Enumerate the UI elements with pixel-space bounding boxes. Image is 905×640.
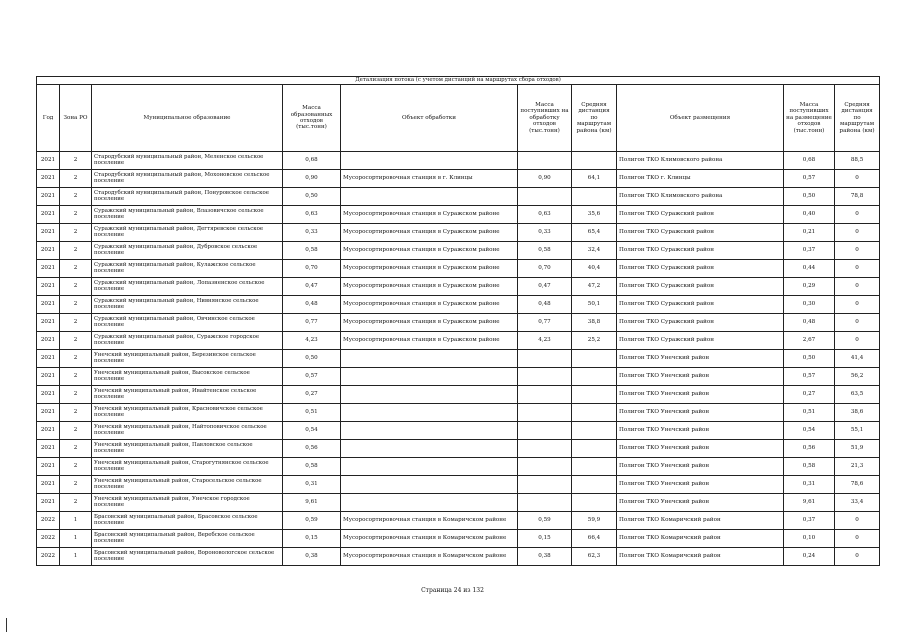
cell-disposal-mass: 0,21 (784, 224, 835, 242)
cell-disposal-mass: 0,29 (784, 278, 835, 296)
cell-disposal-mass: 0,40 (784, 206, 835, 224)
cell-zone: 2 (60, 260, 92, 278)
cell-disposal-object: Полигон ТКО Суражский район (617, 332, 784, 350)
cell-municipality: Суражский муниципальный район, Лопазненское сельское поселение (92, 278, 283, 296)
cell-disposal-object: Полигон ТКО Унечский район (617, 494, 784, 512)
cell-disposal-distance: 78,6 (835, 476, 880, 494)
cell-processing-object (341, 386, 518, 404)
cell-disposal-distance: 0 (835, 332, 880, 350)
cell-municipality: Стародубский муниципальный район, Меленское сельское поселение (92, 152, 283, 170)
cell-processing-mass (518, 422, 572, 440)
cell-disposal-object: Полигон ТКО Суражский район (617, 242, 784, 260)
cell-municipality: Стародубский муниципальный район, Понуровское сельское поселение (92, 188, 283, 206)
cell-zone: 2 (60, 278, 92, 296)
cell-generated-mass: 0,50 (283, 350, 341, 368)
cell-disposal-object: Полигон ТКО Комаричский район (617, 548, 784, 566)
cell-disposal-distance: 0 (835, 242, 880, 260)
cell-generated-mass: 0,27 (283, 386, 341, 404)
cell-zone: 2 (60, 242, 92, 260)
cell-disposal-mass: 0,54 (784, 422, 835, 440)
col-header-disposal-mass: Масса поступивших на размещение отходов (тыс.тонн) (784, 85, 835, 152)
cell-zone: 2 (60, 188, 92, 206)
cell-disposal-object: Полигон ТКО Суражский район (617, 206, 784, 224)
cell-processing-object (341, 188, 518, 206)
cell-disposal-mass: 0,57 (784, 368, 835, 386)
cell-disposal-object: Полигон ТКО Унечский район (617, 440, 784, 458)
cell-processing-distance: 62,3 (572, 548, 617, 566)
cell-municipality: Унечский муниципальный район, Высокское сельское поселение (92, 368, 283, 386)
cell-year: 2021 (37, 152, 60, 170)
cell-disposal-object: Полигон ТКО Комаричский район (617, 512, 784, 530)
cell-processing-object: Мусоросортировочная станция в Суражском районе (341, 278, 518, 296)
cell-processing-distance: 66,4 (572, 530, 617, 548)
cell-processing-object (341, 368, 518, 386)
cell-year: 2022 (37, 548, 60, 566)
cell-disposal-mass: 0,48 (784, 314, 835, 332)
cell-municipality: Суражский муниципальный район, Дегтяревское сельское поселение (92, 224, 283, 242)
cell-processing-object: Мусоросортировочная станция в Комаричском районе (341, 548, 518, 566)
cell-disposal-mass: 0,10 (784, 530, 835, 548)
cell-processing-distance: 40,4 (572, 260, 617, 278)
cell-processing-mass: 0,33 (518, 224, 572, 242)
cell-zone: 2 (60, 404, 92, 422)
table-row (37, 476, 880, 494)
table-row (37, 440, 880, 458)
cell-municipality: Унечский муниципальный район, Найтоповичское сельское поселение (92, 422, 283, 440)
cell-disposal-mass: 0,31 (784, 476, 835, 494)
cell-processing-mass: 0,63 (518, 206, 572, 224)
cell-disposal-object: Полигон ТКО Климовского района (617, 188, 784, 206)
cell-generated-mass: 0,56 (283, 440, 341, 458)
cell-zone: 2 (60, 296, 92, 314)
cell-processing-mass: 0,15 (518, 530, 572, 548)
cell-disposal-mass: 0,56 (784, 440, 835, 458)
cell-year: 2021 (37, 386, 60, 404)
col-header-processing-mass: Масса поступивших на обработку отходов (тыс.тонн) (518, 85, 572, 152)
cell-municipality: Унечский муниципальный район, Ивайтенское сельское поселение (92, 386, 283, 404)
cell-disposal-mass: 0,24 (784, 548, 835, 566)
cell-year: 2021 (37, 404, 60, 422)
cell-processing-object: Мусоросортировочная станция в г. Клинцы (341, 170, 518, 188)
cell-disposal-object: Полигон ТКО г. Клинцы (617, 170, 784, 188)
cell-disposal-distance: 0 (835, 206, 880, 224)
cell-year: 2021 (37, 170, 60, 188)
cell-processing-mass (518, 440, 572, 458)
cell-year: 2021 (37, 278, 60, 296)
cell-processing-mass: 4,23 (518, 332, 572, 350)
table-row (37, 512, 880, 530)
cell-disposal-distance: 0 (835, 530, 880, 548)
cell-generated-mass: 0,90 (283, 170, 341, 188)
cell-disposal-object: Полигон ТКО Унечский район (617, 404, 784, 422)
cell-generated-mass: 4,23 (283, 332, 341, 350)
cell-generated-mass: 0,77 (283, 314, 341, 332)
col-header-zone: Зона РО (60, 85, 92, 152)
cell-zone: 2 (60, 476, 92, 494)
cell-generated-mass: 0,48 (283, 296, 341, 314)
cell-year: 2021 (37, 440, 60, 458)
cell-disposal-distance: 51,9 (835, 440, 880, 458)
cell-processing-object (341, 440, 518, 458)
cell-processing-object: Мусоросортировочная станция в Суражском районе (341, 242, 518, 260)
cell-municipality: Суражский муниципальный район, Нивнянское сельское поселение (92, 296, 283, 314)
table-header-row (37, 85, 880, 152)
cell-disposal-distance: 0 (835, 512, 880, 530)
waste-flow-table (36, 76, 880, 566)
cell-municipality: Унечский муниципальный район, Старогутнянское сельское поселение (92, 458, 283, 476)
cell-disposal-mass: 0,50 (784, 188, 835, 206)
cell-disposal-mass: 0,50 (784, 350, 835, 368)
cell-zone: 2 (60, 224, 92, 242)
cell-year: 2021 (37, 494, 60, 512)
cell-processing-distance (572, 494, 617, 512)
cell-year: 2021 (37, 188, 60, 206)
cell-municipality: Унечский муниципальный район, Старосельское сельское поселение (92, 476, 283, 494)
table-row (37, 260, 880, 278)
cell-disposal-mass: 0,57 (784, 170, 835, 188)
cell-disposal-distance: 56,2 (835, 368, 880, 386)
cell-processing-mass (518, 386, 572, 404)
table-row (37, 350, 880, 368)
col-header-disposal-distance: Средняя дистанция по маршрутам района (км) (835, 85, 880, 152)
cell-processing-object (341, 350, 518, 368)
cell-disposal-mass: 0,44 (784, 260, 835, 278)
cell-processing-object (341, 404, 518, 422)
cell-zone: 1 (60, 530, 92, 548)
cell-processing-object (341, 494, 518, 512)
cell-disposal-mass: 0,30 (784, 296, 835, 314)
cell-processing-mass (518, 368, 572, 386)
cell-generated-mass: 0,31 (283, 476, 341, 494)
cell-disposal-mass: 0,51 (784, 404, 835, 422)
cell-processing-mass: 0,59 (518, 512, 572, 530)
cell-disposal-object: Полигон ТКО Суражский район (617, 260, 784, 278)
table-row (37, 530, 880, 548)
cell-generated-mass: 0,15 (283, 530, 341, 548)
cell-zone: 2 (60, 458, 92, 476)
cell-processing-distance: 25,2 (572, 332, 617, 350)
cell-generated-mass: 0,54 (283, 422, 341, 440)
cell-processing-mass (518, 494, 572, 512)
cell-disposal-distance: 0 (835, 224, 880, 242)
cell-year: 2021 (37, 224, 60, 242)
cell-processing-object: Мусоросортировочная станция в Суражском районе (341, 296, 518, 314)
cell-processing-mass: 0,77 (518, 314, 572, 332)
cell-generated-mass: 0,58 (283, 242, 341, 260)
table-row (37, 458, 880, 476)
cell-disposal-object: Полигон ТКО Унечский район (617, 422, 784, 440)
cell-processing-distance: 65,4 (572, 224, 617, 242)
cell-disposal-object: Полигон ТКО Суражский район (617, 296, 784, 314)
table-caption-row (37, 77, 880, 85)
cell-processing-mass (518, 152, 572, 170)
cell-zone: 1 (60, 548, 92, 566)
cell-year: 2022 (37, 530, 60, 548)
cell-municipality: Брасовский муниципальный район, Брасовское сельское поселение (92, 512, 283, 530)
cell-disposal-object: Полигон ТКО Унечский район (617, 350, 784, 368)
table-row (37, 386, 880, 404)
cell-municipality: Унечский муниципальный район, Красновичское сельское поселение (92, 404, 283, 422)
cell-municipality: Суражский муниципальный район, Кулажское сельское поселение (92, 260, 283, 278)
cell-disposal-distance: 0 (835, 548, 880, 566)
cell-disposal-distance: 38,6 (835, 404, 880, 422)
col-header-processing-distance: Средняя дистанция по маршрутам района (км) (572, 85, 617, 152)
cell-year: 2021 (37, 206, 60, 224)
cell-disposal-mass: 0,68 (784, 152, 835, 170)
cell-year: 2021 (37, 476, 60, 494)
cell-zone: 2 (60, 386, 92, 404)
cell-processing-distance (572, 422, 617, 440)
cell-processing-distance: 50,1 (572, 296, 617, 314)
cell-processing-distance: 35,6 (572, 206, 617, 224)
cell-processing-object: Мусоросортировочная станция в Суражском районе (341, 224, 518, 242)
cell-zone: 2 (60, 170, 92, 188)
cell-disposal-object: Полигон ТКО Комаричский район (617, 530, 784, 548)
table-body (37, 152, 880, 566)
cell-disposal-object: Полигон ТКО Унечский район (617, 458, 784, 476)
cell-year: 2021 (37, 422, 60, 440)
cell-processing-distance: 47,2 (572, 278, 617, 296)
cell-year: 2021 (37, 242, 60, 260)
cell-municipality: Суражский муниципальный район, Овчинское сельское поселение (92, 314, 283, 332)
cell-disposal-mass: 0,27 (784, 386, 835, 404)
cell-generated-mass: 9,61 (283, 494, 341, 512)
cell-municipality: Суражский муниципальный район, Суражское городское поселение (92, 332, 283, 350)
cell-disposal-distance: 78,8 (835, 188, 880, 206)
cell-generated-mass: 0,68 (283, 152, 341, 170)
table-row (37, 278, 880, 296)
cell-generated-mass: 0,58 (283, 458, 341, 476)
cell-municipality: Стародубский муниципальный район, Мохоновское сельское поселение (92, 170, 283, 188)
cell-processing-object: Мусоросортировочная станция в Суражском районе (341, 260, 518, 278)
cell-zone: 2 (60, 368, 92, 386)
cell-processing-mass (518, 404, 572, 422)
cell-processing-distance (572, 368, 617, 386)
cell-year: 2021 (37, 368, 60, 386)
cell-disposal-distance: 55,1 (835, 422, 880, 440)
cell-disposal-object: Полигон ТКО Суражский район (617, 224, 784, 242)
cell-processing-distance: 38,8 (572, 314, 617, 332)
cell-disposal-distance: 33,4 (835, 494, 880, 512)
cell-municipality: Унечский муниципальный район, Березинское сельское поселение (92, 350, 283, 368)
col-header-year: Год (37, 85, 60, 152)
cell-year: 2021 (37, 296, 60, 314)
cell-processing-distance (572, 188, 617, 206)
cell-municipality: Брасовский муниципальный район, Веребское сельское поселение (92, 530, 283, 548)
cell-disposal-object: Полигон ТКО Унечский район (617, 386, 784, 404)
page-number: Страница 24 из 132 (421, 587, 484, 594)
cell-disposal-distance: 0 (835, 278, 880, 296)
cell-disposal-mass: 0,37 (784, 512, 835, 530)
cell-year: 2021 (37, 332, 60, 350)
cell-disposal-distance: 0 (835, 260, 880, 278)
cell-disposal-distance: 63,5 (835, 386, 880, 404)
cell-processing-object (341, 422, 518, 440)
cell-disposal-distance: 21,3 (835, 458, 880, 476)
cell-disposal-mass: 2,67 (784, 332, 835, 350)
col-header-processing-object: Объект обработки (341, 85, 518, 152)
cell-generated-mass: 0,57 (283, 368, 341, 386)
cell-zone: 2 (60, 314, 92, 332)
table-row (37, 314, 880, 332)
cell-processing-distance (572, 458, 617, 476)
col-header-generated-mass: Масса образованных отходов (тыс.тонн) (283, 85, 341, 152)
cell-generated-mass: 0,59 (283, 512, 341, 530)
cell-processing-mass: 0,70 (518, 260, 572, 278)
table-row (37, 494, 880, 512)
cell-processing-distance (572, 404, 617, 422)
cell-municipality: Унечский муниципальный район, Павловское сельское поселение (92, 440, 283, 458)
cell-year: 2021 (37, 350, 60, 368)
scan-edge-mark (6, 618, 7, 632)
cell-processing-distance (572, 440, 617, 458)
cell-disposal-distance: 0 (835, 296, 880, 314)
cell-generated-mass: 0,63 (283, 206, 341, 224)
cell-processing-mass: 0,58 (518, 242, 572, 260)
cell-disposal-object: Полигон ТКО Суражский район (617, 278, 784, 296)
cell-processing-object: Мусоросортировочная станция в Суражском районе (341, 314, 518, 332)
table-row (37, 242, 880, 260)
table-row (37, 296, 880, 314)
cell-disposal-mass: 0,37 (784, 242, 835, 260)
cell-processing-distance (572, 476, 617, 494)
cell-zone: 1 (60, 512, 92, 530)
cell-year: 2021 (37, 458, 60, 476)
cell-disposal-object: Полигон ТКО Суражский район (617, 314, 784, 332)
cell-year: 2021 (37, 314, 60, 332)
cell-zone: 2 (60, 206, 92, 224)
cell-disposal-mass: 0,58 (784, 458, 835, 476)
cell-processing-mass (518, 350, 572, 368)
table-row (37, 422, 880, 440)
table-row (37, 152, 880, 170)
cell-processing-mass (518, 188, 572, 206)
table-row (37, 332, 880, 350)
cell-processing-distance: 32,4 (572, 242, 617, 260)
cell-generated-mass: 0,70 (283, 260, 341, 278)
cell-disposal-mass: 9,61 (784, 494, 835, 512)
col-header-disposal-object: Объект размещения (617, 85, 784, 152)
cell-processing-object (341, 458, 518, 476)
table-caption: Детализация потока (с учетом дистанций на маршрутах сбора отходов) (37, 77, 880, 85)
cell-disposal-distance: 0 (835, 170, 880, 188)
cell-zone: 2 (60, 422, 92, 440)
table-row (37, 224, 880, 242)
table-row (37, 170, 880, 188)
cell-processing-distance (572, 350, 617, 368)
table-row (37, 548, 880, 566)
col-header-municipality: Муниципальное образование (92, 85, 283, 152)
cell-municipality: Суражский муниципальный район, Дубровское сельское поселение (92, 242, 283, 260)
cell-processing-object: Мусоросортировочная станция в Суражском районе (341, 206, 518, 224)
cell-disposal-object: Полигон ТКО Климовского района (617, 152, 784, 170)
cell-processing-mass: 0,48 (518, 296, 572, 314)
cell-zone: 2 (60, 332, 92, 350)
cell-processing-object: Мусоросортировочная станция в Комаричском районе (341, 530, 518, 548)
cell-disposal-distance: 88,5 (835, 152, 880, 170)
cell-disposal-distance: 41,4 (835, 350, 880, 368)
cell-processing-object: Мусоросортировочная станция в Суражском районе (341, 332, 518, 350)
cell-year: 2022 (37, 512, 60, 530)
table-row (37, 188, 880, 206)
cell-processing-distance: 59,9 (572, 512, 617, 530)
cell-generated-mass: 0,51 (283, 404, 341, 422)
cell-processing-distance (572, 386, 617, 404)
cell-generated-mass: 0,50 (283, 188, 341, 206)
table-row (37, 404, 880, 422)
cell-municipality: Брасовский муниципальный район, Вороновологское сельское поселение (92, 548, 283, 566)
cell-zone: 2 (60, 440, 92, 458)
cell-processing-mass: 0,47 (518, 278, 572, 296)
cell-processing-object: Мусоросортировочная станция в Комаричском районе (341, 512, 518, 530)
cell-municipality: Суражский муниципальный район, Влазовичское сельское поселение (92, 206, 283, 224)
table-row (37, 206, 880, 224)
cell-disposal-distance: 0 (835, 314, 880, 332)
cell-zone: 2 (60, 152, 92, 170)
cell-processing-mass (518, 476, 572, 494)
cell-processing-mass: 0,90 (518, 170, 572, 188)
cell-disposal-object: Полигон ТКО Унечский район (617, 368, 784, 386)
cell-disposal-object: Полигон ТКО Унечский район (617, 476, 784, 494)
cell-generated-mass: 0,38 (283, 548, 341, 566)
cell-zone: 2 (60, 350, 92, 368)
cell-municipality: Унечский муниципальный район, Унечское городское поселение (92, 494, 283, 512)
cell-processing-object (341, 152, 518, 170)
cell-year: 2021 (37, 260, 60, 278)
cell-processing-distance: 64,1 (572, 170, 617, 188)
cell-processing-mass (518, 458, 572, 476)
cell-generated-mass: 0,47 (283, 278, 341, 296)
table-row (37, 368, 880, 386)
cell-processing-mass: 0,38 (518, 548, 572, 566)
cell-processing-distance (572, 152, 617, 170)
cell-zone: 2 (60, 494, 92, 512)
cell-processing-object (341, 476, 518, 494)
cell-generated-mass: 0,33 (283, 224, 341, 242)
